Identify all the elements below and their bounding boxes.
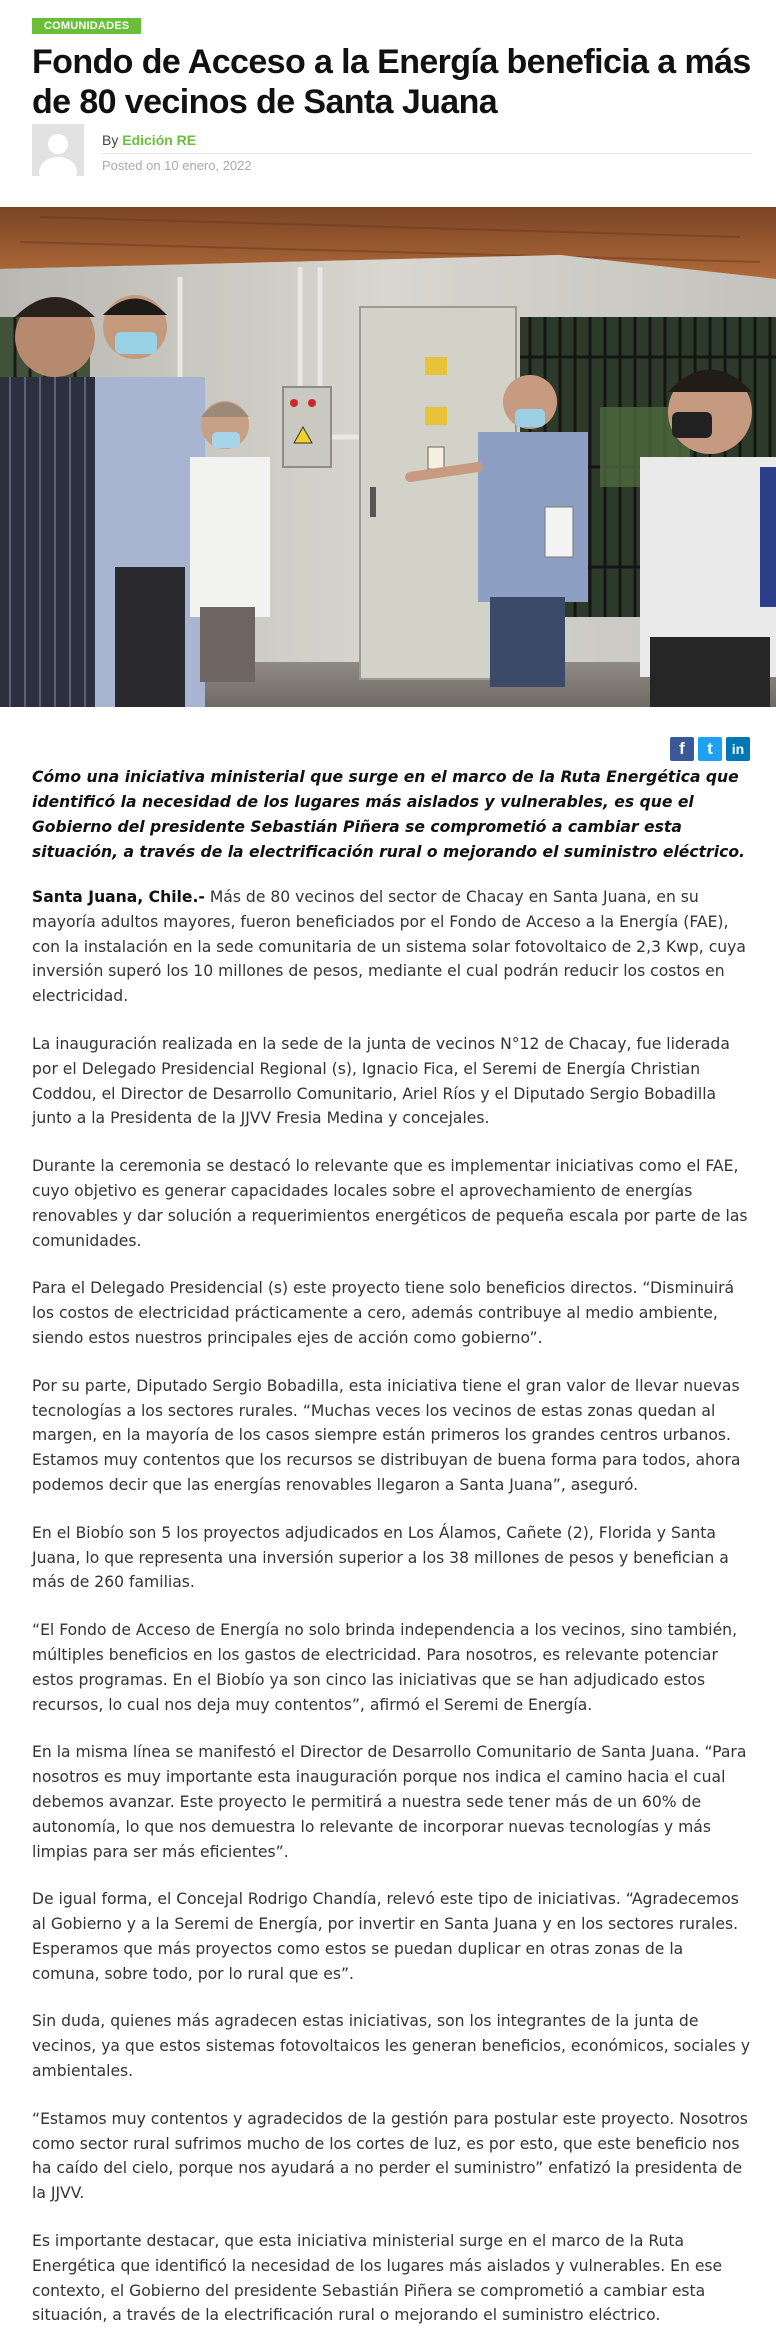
twitter-icon: t bbox=[707, 739, 713, 758]
article-title: Fondo de Acceso a la Energía beneficia a más de 80 vecinos de Santa Juana bbox=[32, 43, 751, 121]
by-label: By bbox=[102, 132, 119, 148]
article-paragraph: La inauguración realizada en la sede de la junta de vecinos N°12 de Chacay, fue liderada por el Delegado Presidencial Regional (s), Ignacio Fica, el Seremi de Energía Christian Coddou, el Director de Desarrollo Comunitario, Ariel Ríos y el Diputado Sergio Bobadilla junto a la Presidenta de la JJVV Fresia Medina y concejales. bbox=[32, 1034, 730, 1128]
article-paragraph: “Estamos muy contentos y agradecidos de la gestión para postular este proyecto. Nosotros como sector rural sufrimos mucho de los cortes de luz, es por esto, que este beneficio nos ha caído del cielo, porque nos ayudará a no perder el suministro” enfatizó la presidenta de la JJVV. bbox=[32, 2109, 748, 2203]
author-avatar[interactable] bbox=[32, 124, 84, 176]
article-paragraph: De igual forma, el Concejal Rodrigo Chandía, relevó este tipo de iniciativas. “Agradecemos al Gobierno y a la Seremi de Energía, por invertir en Santa Juana y en los sectores rurales. Esperamos que más proyectos como estos se puedan duplicar en otras zonas de la comuna, sobre todo, por lo rural que es”. bbox=[32, 1890, 739, 1983]
article-paragraph bbox=[32, 885, 752, 1009]
article-body bbox=[32, 885, 752, 2351]
category-tag[interactable]: COMUNIDADES bbox=[32, 18, 141, 34]
post-date: Posted on 10 enero, 2022 bbox=[102, 158, 252, 173]
dateline: Santa Juana, Chile.- bbox=[32, 888, 205, 906]
featured-photo bbox=[0, 207, 776, 707]
twitter-share-button[interactable] bbox=[698, 737, 722, 761]
meta-divider bbox=[102, 153, 752, 154]
article-lead: Cómo una iniciativa ministerial que surge en el marco de la Ruta Energética que identificó la necesidad de los lugares más aislados y vulnerables, es que el Gobierno del presidente Sebastián Piñera se comprometió a cambiar esta situación, a través de la electrificación rural o mejorando el suministro eléctrico. bbox=[32, 768, 745, 861]
article-paragraph: “El Fondo de Acceso de Energía no solo brinda independencia a los vecinos, sino también, múltiples beneficios en los gastos de electricidad. Para nosotros, es relevante potenciar estos programas. En el Biobío ya son cinco las iniciativas que se han adjudicado estos recursos, lo cual nos deja muy contentos”, afirmó el Seremi de Energía. bbox=[32, 1621, 738, 1714]
facebook-icon: f bbox=[679, 739, 685, 758]
article-paragraph: Durante la ceremonia se destacó lo relevante que es implementar iniciativas como el FAE, cuyo objetivo es generar capacidades locales sobre el aprovechamiento de energías renovables y dar solución a requerimientos energéticos de pequeña escala por parte de las comunidades. bbox=[32, 1157, 748, 1250]
facebook-share-button[interactable] bbox=[670, 737, 694, 761]
article-paragraph: Para el Delegado Presidencial (s) este proyecto tiene solo beneficios directos. “Disminuirá los costos de electricidad prácticamente a cero, además contribuye al medio ambiente, siendo estos nuestros principales ejes de acción como gobierno”. bbox=[32, 1279, 735, 1347]
article-paragraph: Es importante destacar, que esta iniciativa ministerial surge en el marco de la Ruta Energética que identificó la necesidad de los lugares más aislados y vulnerables. En ese contexto, el Gobierno del presidente Sebastián Piñera se comprometió a cambiar esta situación, a través de la electrificación rural o mejorando el suministro eléctrico. bbox=[32, 2232, 723, 2325]
article-paragraph: En el Biobío son 5 los proyectos adjudicados en Los Álamos, Cañete (2), Florida y Santa Juana, lo que representa una inversión superior a los 38 millones de pesos y benefician a más de 260 familias. bbox=[32, 1523, 729, 1592]
paragraph-text: Más de 80 vecinos del sector de Chacay en Santa Juana, en su mayoría adultos mayores, fueron beneficiados por el Fondo de Acceso a la Energía (FAE), con la instalación en la sede comunitaria de un sistema solar fotovoltaico de 2,3 Kwp, cuya inversión superó los 10 millones de pesos, mediante el cual podrán reducir los costos en electricidad. bbox=[32, 888, 746, 1006]
default-avatar-icon bbox=[32, 124, 84, 176]
linkedin-icon: in bbox=[731, 741, 745, 757]
article-paragraph: Por su parte, Diputado Sergio Bobadilla, esta iniciativa tiene el gran valor de llevar nuevas tecnologías a los sectores rurales. “Muchas veces los vecinos de estas zonas quedan al margen, en la mayoría de los casos siempre están primeros los grandes centros urbanos. Estamos muy contentos que los recursos se distribuyan de buena forma para todos, ahora podemos decir que las energías renovables llegaron a Santa Juana”, aseguró. bbox=[32, 1376, 741, 1494]
article-paragraph: En la misma línea se manifestó el Director de Desarrollo Comunitario de Santa Juana. “Para nosotros es muy importante esta inauguración porque nos indica el camino hacia el cual debemos avanzar. Este proyecto le permitirá a nuestra sede tener más de un 60% de autonomía, lo que nos demuestra lo relevante de incorporar nuevas tecnologías y más limpias para ser más eficientes”. bbox=[32, 1743, 747, 1861]
byline bbox=[102, 132, 196, 148]
article-paragraph: Sin duda, quienes más agradecen estas iniciativas, son los integrantes de la junta de vecinos, ya que estos sistemas fotovoltaicos les generan beneficios, económicos, sociales y ambientales. bbox=[32, 2012, 751, 2081]
featured-photo-illustration bbox=[0, 207, 776, 707]
linkedin-share-button[interactable] bbox=[726, 737, 750, 761]
author-link[interactable]: Edición RE bbox=[122, 132, 197, 148]
